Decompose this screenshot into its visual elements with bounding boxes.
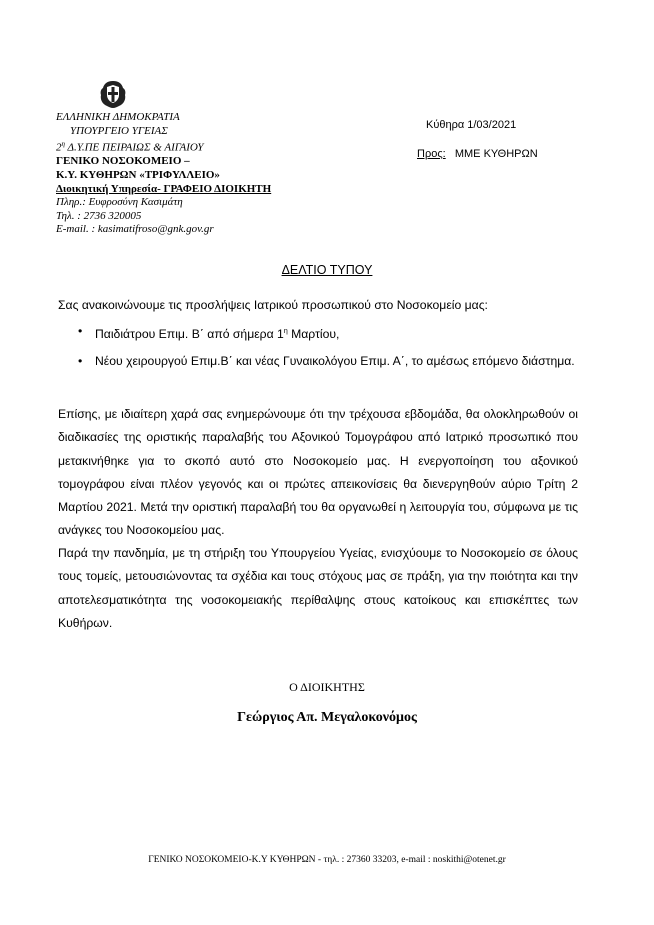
paragraph-pandemic: Παρά την πανδημία, με τη στήριξη του Υπουργείου Υγείας, ενισχύουμε το Νοσοκομείο σε όλους τους τομείς, μετουσιώνοντας τα σχέδια και τους στόχους μας σε πράξη, για την ποιότητα και την αποτελεσματικότητα της νοσοκομειακής περίθαλψης στους κατοίκους και επισκέπτες των Κυθήρων. — [58, 546, 578, 630]
header-health-center: Κ.Υ. ΚΥΘΗΡΩΝ «ΤΡΙΦΥΛΛΕΙΟ» — [56, 169, 220, 182]
recipient-value: ΜΜΕ ΚΥΘΗΡΩΝ — [454, 148, 538, 160]
paragraph-ct-scanner: Επίσης, με ιδιαίτερη χαρά σας ενημερώνουμε ότι την τρέχουσα εβδομάδα, θα ολοκληρωθούν οι διαδικασίες της οριστικής παραλαβής του Αξονικού Τομογράφου από Ιατρικό προσωπικό που μετακινήθηκε για το σκοπό αυτό στο Νοσοκομείο μας. Η ενεργοποίηση του αξονικού τομογράφου είναι πλέον γεγονός και οι πρώτες απεικονίσεις θα διενεργηθούν αύριο Τρίτη 2 Μαρτίου 2021. Μετά την οριστική παραλαβή του θα οργανωθεί η λειτουργία του, σύμφωνα με τις ανάγκες του Νοσοκομείου μας. — [58, 407, 578, 538]
header-health-region: $2^\eta$ Δ.Υ.ΠΕ ΠΕΙΡΑΙΩΣ & ΑΙΓΑΙΟΥ — [56, 140, 204, 154]
header-contact-person: Πληρ.: Ευφροσύνη Κασιμάτη — [56, 196, 183, 209]
signature-role: Ο ΔΙΟΙΚΗΤΗΣ — [289, 680, 365, 694]
intro-paragraph: Σας ανακοινώνουμε τις προσλήψεις Ιατρικού προσωπικού στο Νοσοκομείο μας: — [58, 298, 488, 312]
recipient-label: Προς: — [417, 148, 446, 160]
document-title: ΔΕΛΤΙΟ ΤΥΠΟΥ — [281, 263, 373, 277]
sender-header — [56, 111, 271, 237]
header-hospital: ΓΕΝΙΚΟ ΝΟΣΟΚΟΜΕΙΟ – — [56, 155, 190, 168]
bullet-icon: • — [78, 354, 83, 368]
signature-name: Γεώργιος Απ. Μεγαλοκονόμος — [237, 710, 417, 725]
bullet-item: Νέου χειρουργού Επιμ.Β΄ και νέας Γυναικολόγου Επιμ. Α΄, το αμέσως επόμενο διάστημα. — [95, 354, 575, 368]
header-phone: Τηλ. : 2736 320005 — [56, 209, 142, 222]
page-footer: ΓΕΝΙΚΟ ΝΟΣΟΚΟΜΕΙΟ-Κ.Υ ΚΥΘΗΡΩΝ - τηλ. : 27360 33203, e-mail : noskithi@otenet.gr — [148, 855, 506, 865]
bullet-item: Παιδιάτρου Επιμ. Β΄ από σήμερα $1^\eta$ Μαρτίου, — [95, 327, 340, 342]
greek-emblem-icon — [98, 79, 128, 109]
header-email: E-mail. : kasimatifroso@gnk.gov.gr — [56, 223, 214, 236]
header-department: Διοικητική Υπηρεσία- ΓΡΑΦΕΙΟ ΔΙΟΙΚΗΤΗ — [56, 182, 272, 195]
bullet-icon: • — [78, 324, 83, 338]
header-ministry: ΥΠΟΥΡΓΕΙΟ ΥΓΕΙΑΣ — [70, 124, 168, 137]
place-date: Κύθηρα 1/03/2021 — [426, 119, 517, 131]
recipient-line — [417, 148, 538, 160]
header-country: ΕΛΛΗΝΙΚΗ ΔΗΜΟΚΡΑΤΙΑ — [56, 111, 180, 123]
